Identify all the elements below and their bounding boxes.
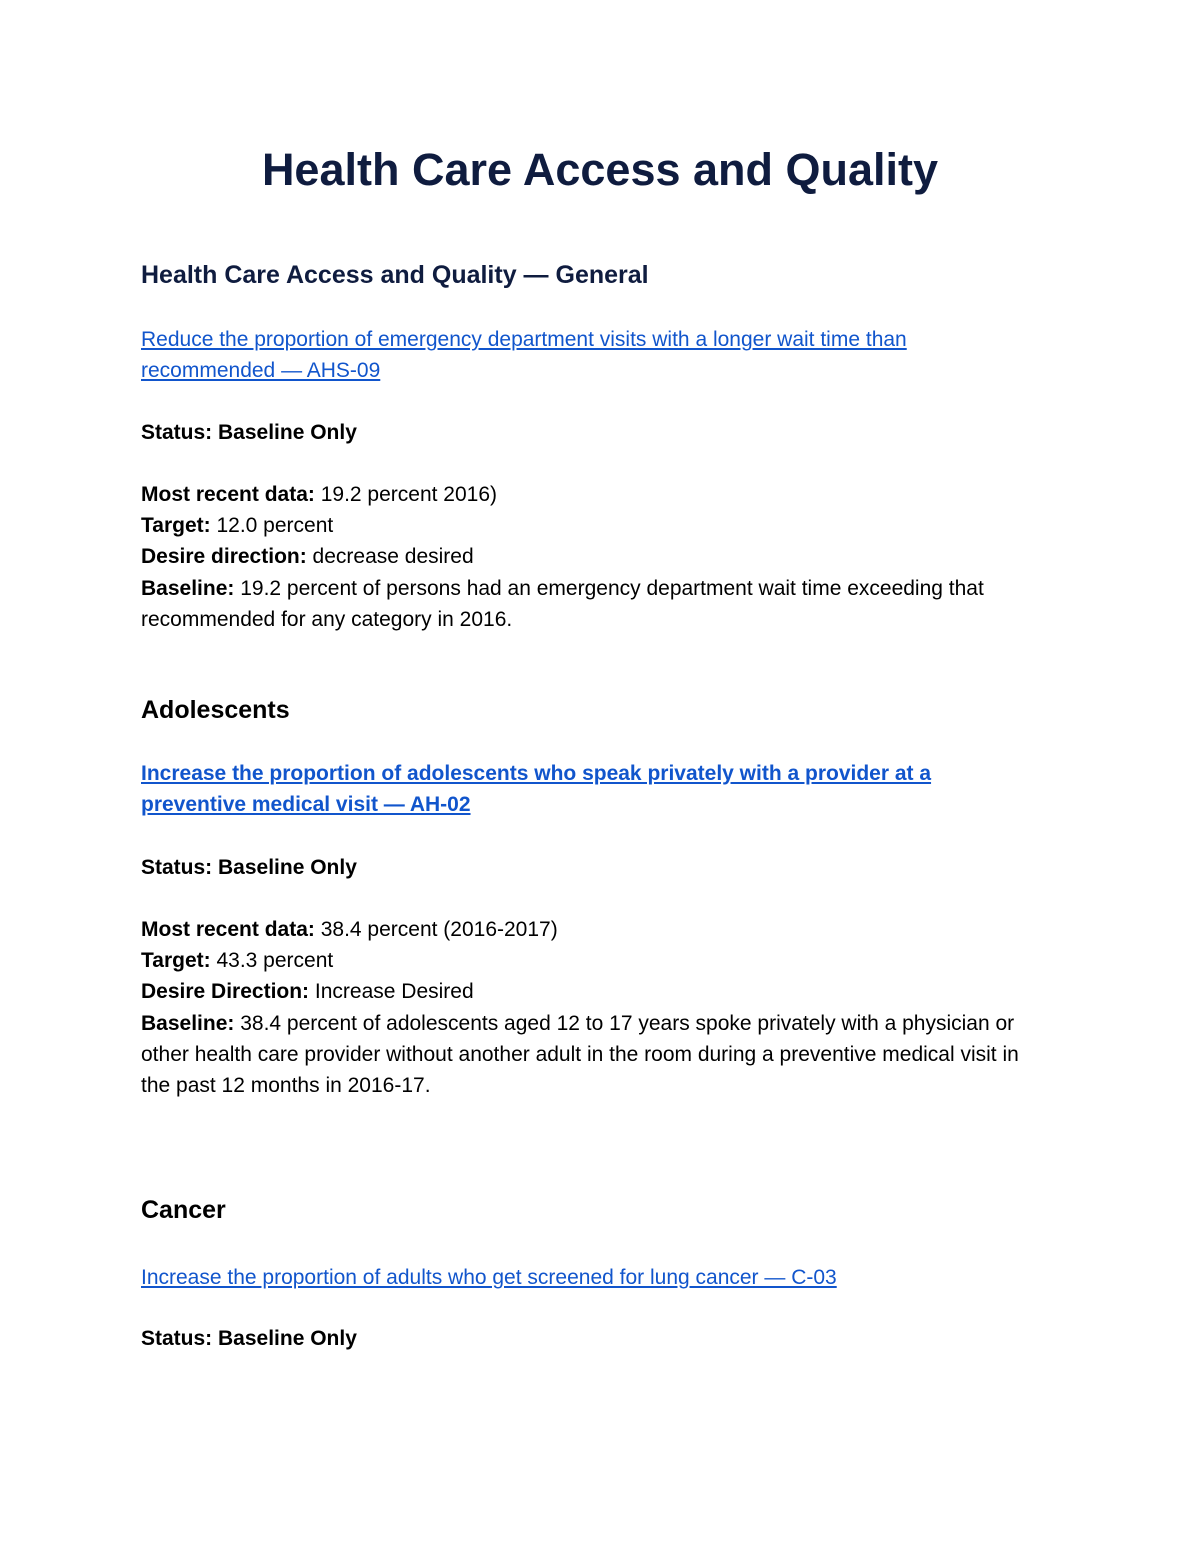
objective-link-c-03[interactable]: Increase the proportion of adults who get screened for lung cancer — C-03 [141, 1266, 837, 1289]
baseline-value: 38.4 percent of adolescents aged 12 to 17 years spoke privately with a physician or other health care provider without another adult in the room during a preventive medical visit in the past 12 months in 2016-17. [141, 1011, 1019, 1098]
target-value: 43.3 percent [210, 949, 334, 973]
direction-value: decrease desired [306, 545, 474, 569]
target-row [141, 945, 1051, 976]
objective-link-ah-02[interactable]: Increase the proportion of adolescents who speak privately with a provider at a preventive medical visit — AH-02 [141, 762, 932, 816]
target-row [141, 510, 1051, 541]
objective-data-block [141, 914, 1051, 1101]
direction-value: Increase Desired [309, 980, 474, 1004]
target-value: 12.0 percent [210, 514, 334, 538]
baseline-value: 19.2 percent of persons had an emergency department wait time exceeding that recommended for any category in 2016. [141, 576, 984, 631]
objective-link-ahs-09[interactable]: Reduce the proportion of emergency department visits with a longer wait time than recommended — AHS-09 [141, 328, 907, 382]
target-label: Target: [141, 949, 211, 973]
most-recent-row [141, 914, 1051, 945]
direction-row [141, 976, 1051, 1007]
section-heading-cancer: Cancer [141, 1196, 226, 1224]
section-heading-adolescents: Adolescents [141, 696, 290, 724]
direction-row [141, 541, 1051, 572]
baseline-label: Baseline: [141, 576, 235, 600]
objective-data-block [141, 479, 1051, 635]
most-recent-label: Most recent data: [141, 483, 315, 506]
section-heading-general: Health Care Access and Quality — General [141, 261, 649, 289]
most-recent-value: 19.2 percent 2016) [314, 483, 498, 506]
status-text: Status: Baseline Only [141, 1327, 357, 1350]
baseline-label: Baseline: [141, 1011, 235, 1035]
status-text: Status: Baseline Only [141, 856, 357, 879]
target-label: Target: [141, 514, 211, 538]
most-recent-row [141, 479, 1051, 510]
most-recent-label: Most recent data: [141, 918, 315, 941]
baseline-row [141, 573, 1051, 635]
status-text: Status: Baseline Only [141, 421, 357, 444]
direction-label: Desire direction: [141, 545, 307, 569]
most-recent-value: 38.4 percent (2016-2017) [314, 918, 558, 941]
document-title: Health Care Access and Quality [261, 144, 939, 195]
baseline-row [141, 1008, 1051, 1102]
direction-label: Desire Direction: [141, 980, 310, 1004]
